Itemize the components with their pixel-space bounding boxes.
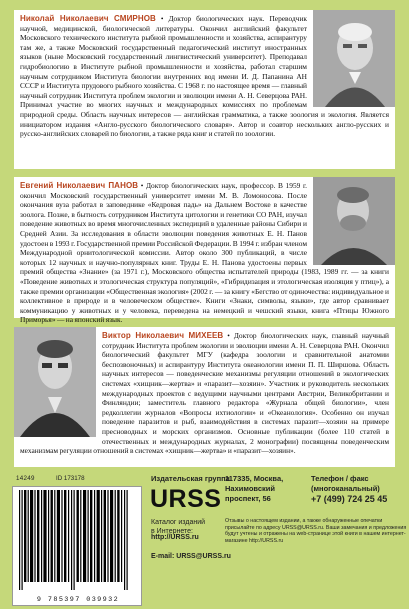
bio-panel-smirnov bbox=[14, 10, 395, 169]
bio-text-block bbox=[14, 327, 395, 460]
reviews-note: Отзывы о настоящем издании, а также обнаруженные опечатки присылайте по адресу URSS@URSS.ru. Ваши замечания и предложения будут учтены и отражены на web-странице этой книги в нашем интернет-магазине http://URSS.ru bbox=[225, 518, 407, 544]
publisher-address: 117335, Москва, Нахимовский проспект, 56 bbox=[225, 474, 284, 503]
email-link[interactable]: E-mail: URSS@URSS.ru bbox=[151, 553, 231, 560]
bio-text-block bbox=[14, 10, 395, 143]
barcode-digits: 9 785397 039932 bbox=[36, 596, 120, 604]
author-photo-mikheev bbox=[14, 327, 96, 437]
author-name: Николай Николаевич СМИРНОВ bbox=[20, 14, 156, 23]
bio-text: • Доктор биологических наук. Переводчик научной, медицинской, биологической литературы. Окончил английский факультет Московского технического института рыбной промышленности и хозяйства, аспирантуру там же, а также Московский государственный педагогический институт иностранных языков (ныне Московский государственный лингвистический университет). Преподавал гидробиологию в Институте рыбной промышленности и хозяйства, работал старшим научным сотрудником Института биологии внутренних вод имени И. Д. Папанина АН СССР и Института прудового рыбного хозяйства. С 1968 г. по настоящее время — главный научный сотрудник Института проблем экологии и эволюции имени А. Н. Северцова РАН. Принимал участие во многих научных и международных комиссиях по проблемам природной среды. Область научных интересов — английская грамматика, а также зоология и экология. Является инициатором издания «Англо-русского биологического словаря». Автор и соавтор нескольких англо-русских и русско-английских словарей по биологии, а также ряда книг и статей по зоологии. bbox=[20, 14, 389, 139]
author-name: Виктор Николаевич МИХЕЕВ bbox=[102, 331, 224, 340]
publisher-footer bbox=[0, 472, 409, 609]
urss-logo: URSS bbox=[150, 485, 222, 513]
catalog-text: Каталог изданий в Интернете: bbox=[151, 519, 206, 535]
publisher-group-label: Издательская группа bbox=[151, 474, 230, 483]
barcode-icon bbox=[17, 490, 139, 590]
bio-text-block bbox=[14, 177, 395, 329]
bio-panel-panov bbox=[14, 177, 395, 325]
book-id: ID 173178 bbox=[56, 475, 85, 482]
bio-panel-mikheev bbox=[14, 327, 395, 467]
publisher-phone: Телефон / факс (многоканальный) +7 (499) 724 25 45 bbox=[311, 474, 388, 504]
author-photo-panov bbox=[313, 177, 395, 265]
author-photo-smirnov bbox=[313, 10, 395, 107]
bio-text: • Доктор биологических наук, главный научный сотрудник Института проблем экологии и эволюции имени А. Н. Северцова РАН. Окончил биологический факультет МГУ (кафедра зоологии и сравнительной анатомии беспозвоночных) и аспирантуру Института океанологии имени П. П. Ширшова. Область научных интересов — поведенческие механизмы регуляции отношений в экологических системах «хищник—жертва» и «паразит—хозяин». Участник и руководитель нескольких международных проектов с ведущими научными центрами Австрии, Великобритании и Финляндии; заместитель главного редактора «Журнала общей биологии», член редколлегии журналов «Вопросы ихтиологии» и «Океанология». Особенно он изучал поведение паразитов и рыб, взаимодействия в системах паразит—хозяин на примере пресноводных и морских организмов. Основные публикации (более 110 статей в отечественных и международных журналах, 2 монографии) посвящены поведенческим механизмам регуляции отношений в системах «хищник—жертва» и «паразит—хозяин». bbox=[20, 331, 389, 456]
bio-text: • Доктор биологических наук, профессор. В 1959 г. окончил Московский государственный университет имени М. В. Ломоносова. После окончания вуза работал в заповеднике «Кедровая падь» на Дальнем Востоке в качестве зоолога. Позже, в бытность сотрудником Института цитологии и генетики СО РАН, изучал поведение животных во время многочисленных экспедиций в удаленные районы Сибири и Средней Азии. За исследования в области эволюции поведения животных Е. Н. Панов удостоен в 1993 г. Государственной премии Российской Федерации. В 1994 г. избран членом Международной орнитологической комиссии. Автор около 300 публикаций, в числе которых 12 научных и научно-популярных книг. Труды Е. Н. Панова удостоены первых премий общества «Знание» (за 1971 г.), Московского общества испытателей природы (1983, 1989 гг. — за книги «Поведение животных и этологическая структура популяций», «Гибридизация и этологическая изоляция у птиц»), а также премии организации «Общественная экология» (2002 г. — за книгу «Бегство от одиночества: индивидуальное и коллективное в природе и в человеческом обществе». Книги «Знаки, символы, языки», где автор сравнивает коммуникацию у животных и у человека, переведена на немецкий и чешский языки, книга «Птицы Южного Приморья» — на японский язык. bbox=[20, 181, 389, 325]
isbn-barcode bbox=[12, 486, 142, 606]
author-name: Евгений Николаевич ПАНОВ bbox=[20, 181, 139, 190]
website-link[interactable]: http://URSS.ru bbox=[151, 534, 199, 541]
edition-number: 14249 bbox=[16, 475, 35, 482]
